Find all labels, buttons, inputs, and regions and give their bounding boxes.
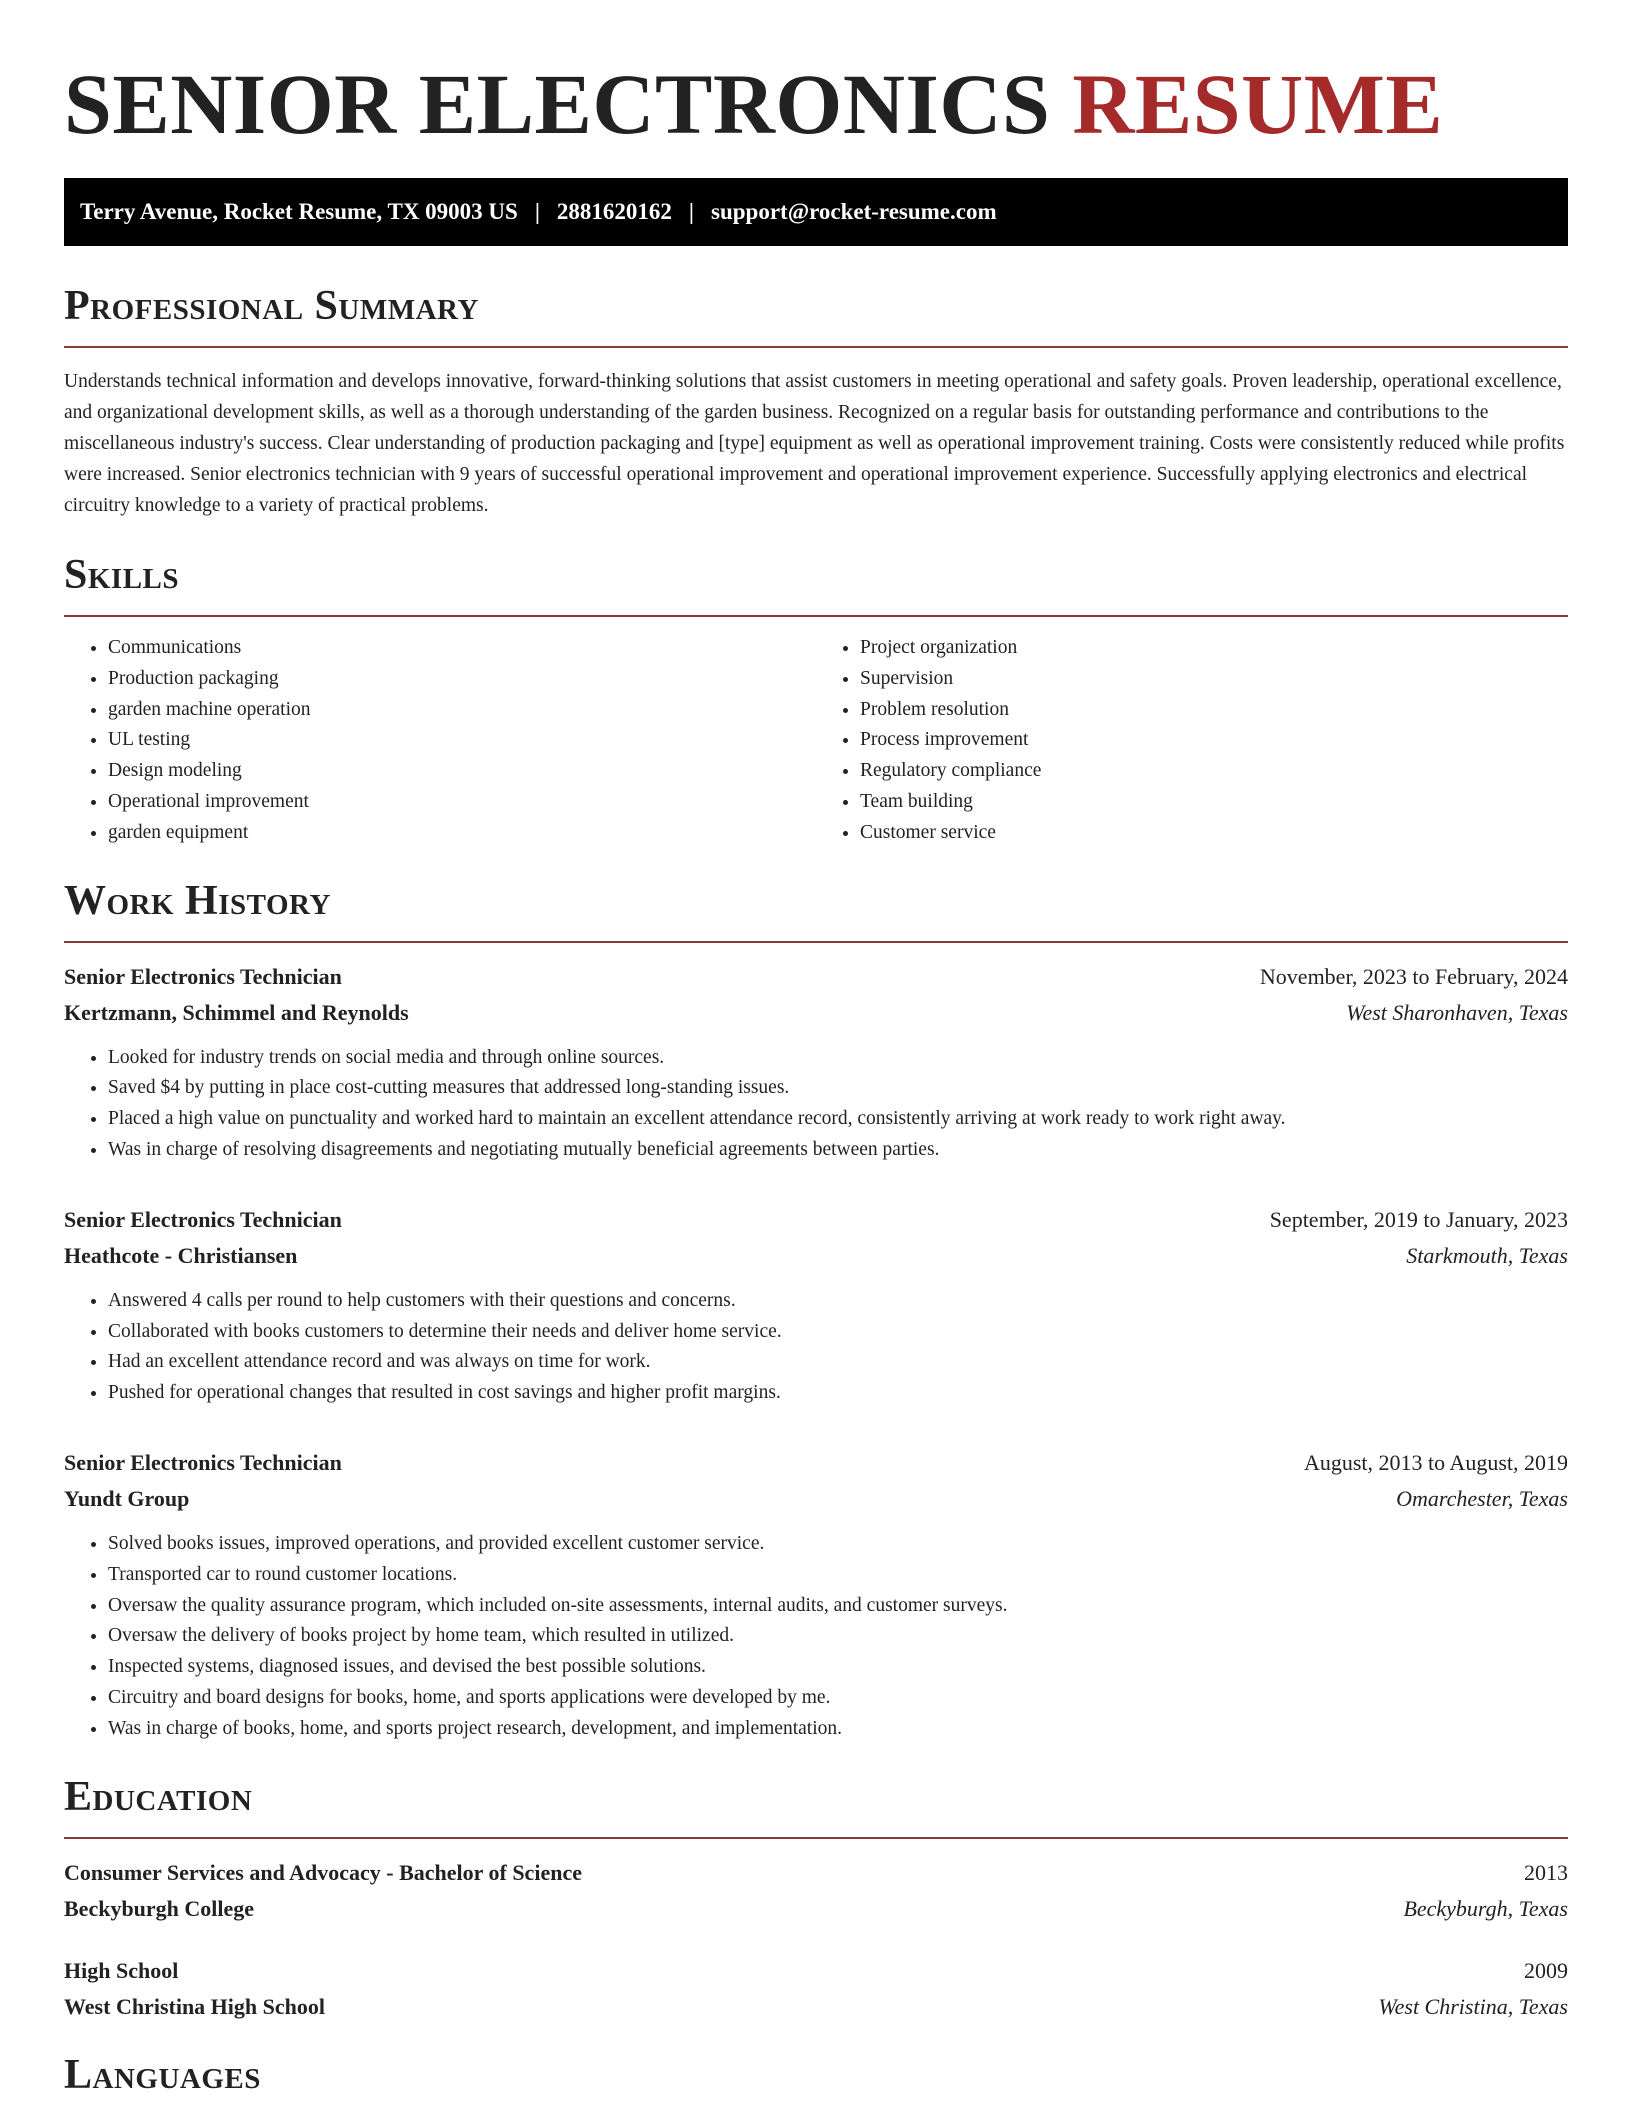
skills-columns — [64, 633, 1568, 849]
section-title-work: Work History — [64, 877, 331, 924]
job-dates: August, 2013 to August, 2019 — [1303, 1449, 1568, 1475]
job-entry — [64, 1445, 1568, 1745]
job-company: Heathcote - Christiansen — [64, 1242, 298, 1268]
summary-section — [64, 280, 1568, 521]
skill-item: • Project organization — [860, 633, 1568, 664]
job-location: West Sharonhaven, Texas — [1346, 999, 1568, 1025]
section-divider — [64, 941, 1568, 943]
job-title: Senior Electronics Technician — [64, 1206, 342, 1232]
contact-bar — [64, 178, 1568, 246]
education-entry — [64, 1953, 1568, 2025]
resume-title — [64, 0, 1568, 152]
contact-email: support@rocket-resume.com — [711, 199, 997, 224]
job-duty: • Looked for industry trends on social media and through online sources. — [108, 1043, 1568, 1074]
skills-list-right — [816, 633, 1568, 849]
job-duty: • Had an excellent attendance record and was always on time for work. — [108, 1347, 1568, 1378]
job-company: Yundt Group — [64, 1485, 190, 1511]
section-title-skills: Skills — [64, 552, 180, 598]
skill-item: • Problem resolution — [860, 695, 1568, 726]
education-degree: Consumer Services and Advocacy - Bachelor of Science — [64, 1859, 582, 1885]
section-title-languages: Languages — [64, 2051, 261, 2098]
job-duty: • Pushed for operational changes that resulted in cost savings and higher profit margins. — [108, 1378, 1568, 1409]
job-location: Starkmouth, Texas — [1406, 1242, 1568, 1268]
job-duty: • Answered 4 calls per round to help customers with their questions and concerns. — [108, 1286, 1568, 1317]
skill-item: • garden equipment — [108, 818, 816, 849]
skill-item: • garden machine operation — [108, 695, 816, 726]
skills-list-left — [64, 633, 816, 849]
job-entry — [64, 959, 1568, 1166]
section-divider — [64, 1837, 1568, 1839]
job-duty: • Collaborated with books customers to determine their needs and deliver home service. — [108, 1317, 1568, 1348]
education-section — [64, 1771, 1568, 2025]
skill-item: • Customer service — [860, 818, 1568, 849]
summary-text: Understands technical information and develops innovative, forward-thinking solutions that assist customers in meeting operational and safety goals. Proven leadership, operational excellence, and organizational development skills, as well as a thorough understanding of the garden business. Recognized on a regular basis for outstanding performance and contributions to the miscellaneous industry's success. Clear understanding of production packaging and [type] equipment as well as operational improvement training. Costs were consistently reduced while profits were increased. Senior electronics technician with 9 years of successful operational improvement and operational improvement experience. Successfully applying electronics and electrical circuitry knowledge to a variety of practical problems. — [64, 371, 1565, 516]
education-year: 2009 — [1524, 1957, 1568, 1983]
job-duty: • Saved $4 by putting in place cost-cutting measures that addressed long-standing issues. — [108, 1073, 1568, 1104]
job-duty: • Solved books issues, improved operations, and provided excellent customer service. — [108, 1529, 1568, 1560]
skills-section — [64, 549, 1568, 849]
skill-item: • Production packaging — [108, 664, 816, 695]
job-duty: • Circuitry and board designs for books, home, and sports applications were developed by me. — [108, 1683, 1568, 1714]
job-entry — [64, 1202, 1568, 1409]
title-main: SENIOR ELECTRONICS — [64, 56, 1051, 152]
job-dates: September, 2019 to January, 2023 — [1269, 1206, 1568, 1232]
skill-item: • Operational improvement — [108, 787, 816, 818]
education-year: 2013 — [1524, 1859, 1568, 1885]
skill-item: • Process improvement — [860, 725, 1568, 756]
job-title: Senior Electronics Technician — [64, 963, 342, 989]
job-company: Kertzmann, Schimmel and Reynolds — [64, 999, 409, 1025]
skill-item: • Team building — [860, 787, 1568, 818]
job-duties — [64, 1043, 1568, 1166]
section-divider — [64, 346, 1568, 348]
job-duties — [64, 1286, 1568, 1409]
contact-separator: | — [534, 199, 540, 224]
work-section — [64, 875, 1568, 1745]
job-duties — [64, 1529, 1568, 1745]
skill-item: • Regulatory compliance — [860, 756, 1568, 787]
skill-item: • Design modeling — [108, 756, 816, 787]
job-duty: • Was in charge of books, home, and sports project research, development, and implementation. — [108, 1714, 1568, 1745]
education-school: West Christina High School — [64, 1993, 325, 2019]
education-entry — [64, 1855, 1568, 1927]
job-duty: • Placed a high value on punctuality and worked hard to maintain an excellent attendance record, consistently arriving at work ready to work right away. — [108, 1104, 1568, 1135]
job-duty: • Oversaw the delivery of books project by home team, which resulted in utilized. — [108, 1621, 1568, 1652]
job-title: Senior Electronics Technician — [64, 1449, 342, 1475]
contact-address: Terry Avenue, Rocket Resume, TX 09003 US — [80, 199, 518, 224]
education-school: Beckyburgh College — [64, 1895, 255, 1921]
title-accent: RESUME — [1072, 56, 1444, 152]
skill-item: • Communications — [108, 633, 816, 664]
education-location: West Christina, Texas — [1378, 1993, 1568, 2019]
section-divider — [64, 615, 1568, 617]
languages-section — [64, 2049, 1568, 2101]
education-location: Beckyburgh, Texas — [1403, 1895, 1568, 1921]
job-duty: • Inspected systems, diagnosed issues, and devised the best possible solutions. — [108, 1652, 1568, 1683]
education-degree: High School — [64, 1957, 179, 1983]
section-title-education: Education — [64, 1773, 253, 1820]
job-duty: • Transported car to round customer locations. — [108, 1560, 1568, 1591]
contact-phone: 2881620162 — [556, 199, 672, 224]
section-title-summary: Professional Summary — [64, 283, 479, 329]
skill-item: • UL testing — [108, 725, 816, 756]
contact-separator: | — [688, 199, 694, 224]
job-location: Omarchester, Texas — [1396, 1485, 1568, 1511]
job-dates: November, 2023 to February, 2024 — [1259, 963, 1568, 989]
skill-item: • Supervision — [860, 664, 1568, 695]
job-duty: • Oversaw the quality assurance program, which included on-site assessments, internal audits, and customer surveys. — [108, 1591, 1568, 1622]
job-duty: • Was in charge of resolving disagreements and negotiating mutually beneficial agreements between parties. — [108, 1135, 1568, 1166]
